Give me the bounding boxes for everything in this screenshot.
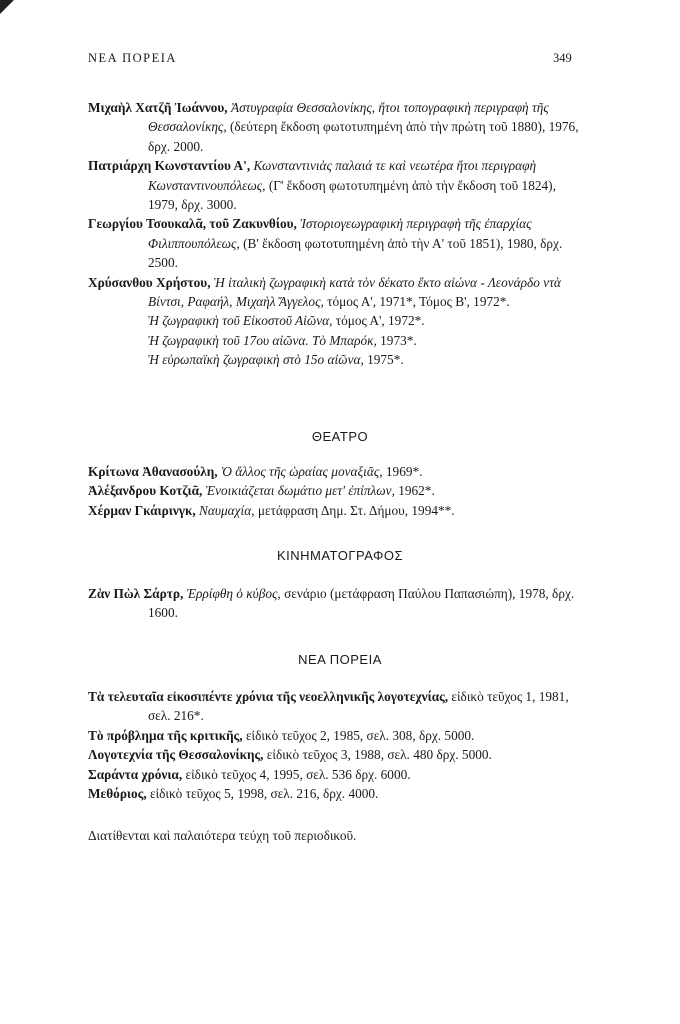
entry-title: Ἱστοριογεωγραφικὴ περιγραφὴ τῆς ἐπαρχίας Φιλιππουπόλεως, xyxy=(148,216,532,251)
bibliography-entry xyxy=(88,584,588,623)
entry-details: 1969*. xyxy=(382,464,423,479)
entry-title: Ἡ εὐρωπαϊκὴ ζωγραφικὴ στὸ 15ο αἰῶνα, xyxy=(148,352,364,368)
entry-details: εἰδικὸ τεῦχος 5, 1998, σελ. 216, δρχ. 4000. xyxy=(146,786,379,802)
entry-details: τόμος Α', 1972*. xyxy=(332,313,425,329)
entry-details: μετάφραση Δημ. Στ. Δήμου, 1994**. xyxy=(254,502,455,518)
entry-author: Ζὰν Πὼλ Σάρτρ, xyxy=(88,586,184,601)
bibliography-entry xyxy=(88,784,588,803)
running-head: ΝΕΑ ΠΟΡΕΙΑ xyxy=(88,51,177,65)
entry-title: Ναυμαχία, xyxy=(195,502,255,518)
bibliography-entry xyxy=(88,745,588,764)
entry-title: Κωνσταντινιὰς παλαιά τε καὶ νεωτέρα ἤτοι περιγραφὴ Κωνσταντινουπόλεως, xyxy=(148,158,537,193)
section-cinema xyxy=(88,584,588,623)
entry-details: 1973*. xyxy=(376,332,417,348)
entry-author: Τὰ τελευταῖα εἰκοσιπέντε χρόνια τῆς νεοελληνικῆς λογοτεχνίας, xyxy=(88,689,449,704)
bibliography-entry xyxy=(88,273,588,312)
bibliography-subentry xyxy=(88,350,588,369)
entry-details: εἰδικὸ τεῦχος 2, 1985, σελ. 308, δρχ. 5000. xyxy=(242,727,475,743)
entry-details: σενάριο (μετάφραση Παύλου Παπασιώπη), 1978, δρχ. 1600. xyxy=(148,586,575,621)
entry-author: Κρίτωνα Ἀθανασούλη, xyxy=(88,464,218,479)
entry-author: Μιχαὴλ Χατζῆ Ἰωάννου, xyxy=(88,100,228,115)
entry-author: Χρύσανθου Χρήστου, xyxy=(88,274,211,290)
scan-corner-mark xyxy=(0,0,14,14)
entry-author: Λογοτεχνία τῆς Θεσσαλονίκης, xyxy=(88,747,264,763)
page-number: 349 xyxy=(553,51,572,65)
entry-title: Ἡ ζωγραφικὴ τοῦ Εἰκοστοῦ Αἰῶνα, xyxy=(148,313,333,329)
section-heading-journal: ΝΕΑ ΠΟΡΕΙΑ xyxy=(298,652,382,667)
entry-details: (δεύτερη ἔκδοση φωτοτυπημένη ἀπὸ τὴν πρώτη τοῦ 1880), 1976, δρχ. 2000. xyxy=(148,119,579,154)
entry-details: (Γ' ἔκδοση φωτοτυπημένη ἀπὸ τὴν ἔκδοση τοῦ 1824), 1979, δρχ. 3000. xyxy=(148,177,556,213)
entry-title: Ἐνοικιάζεται δωμάτιο μετ' ἐπίπλων, xyxy=(202,483,395,499)
entry-author: Πατριάρχη Κωνσταντίου Α', xyxy=(88,158,251,174)
entry-title: Ἀστυγραφία Θεσσαλονίκης, ἤτοι τοπογραφικὴ περιγραφὴ τῆς Θεσσαλονίκης, xyxy=(148,100,549,135)
bibliography-entry xyxy=(88,765,588,784)
entry-author: Σαράντα χρόνια, xyxy=(88,766,183,782)
section-theatre xyxy=(88,462,588,520)
entry-author: Μεθόριος, xyxy=(88,786,147,802)
entry-author: Τὸ πρόβλημα τῆς κριτικῆς, xyxy=(88,727,243,743)
entry-details: εἰδικὸ τεῦχος 3, 1988, σελ. 480 δρχ. 5000. xyxy=(263,747,492,763)
entry-title: Ἐρρίφθη ὁ κύβος, xyxy=(183,586,281,601)
bibliography-entry xyxy=(88,481,588,500)
bibliography-subentry xyxy=(88,331,588,350)
entry-author: Χέρμαν Γκάιρινγκ, xyxy=(88,502,196,518)
section-heading-theatre: ΘΕΑΤΡΟ xyxy=(311,429,369,444)
entry-details: (Β' ἔκδοση φωτοτυπημένη ἀπὸ τὴν Α' τοῦ 1851), 1980, δρχ. 2500. xyxy=(148,235,563,271)
footer-note: Διατίθενται καὶ παλαιότερα τεύχη τοῦ περιοδικοῦ. xyxy=(88,828,357,843)
entry-details: εἰδικὸ τεῦχος 4, 1995, σελ. 536 δρχ. 6000. xyxy=(182,766,411,782)
entry-title: Ἡ ζωγραφικὴ τοῦ 17ου αἰῶνα. Τὸ Μπαρόκ, xyxy=(148,332,377,348)
entry-title: Ὁ ἄλλος τῆς ὡραίας μοναξιᾶς, xyxy=(217,464,383,479)
entry-details: 1962*. xyxy=(394,483,435,499)
bibliography-entry xyxy=(88,501,588,520)
section-heading-cinema: ΚΙΝΗΜΑΤΟΓΡΑΦΟΣ xyxy=(276,548,404,563)
entry-details: εἰδικὸ τεῦχος 1, 1981, σελ. 216*. xyxy=(148,689,569,724)
section-history xyxy=(88,98,588,370)
bibliography-subentry xyxy=(88,311,588,330)
section-journal xyxy=(88,687,588,803)
bibliography-entry xyxy=(88,98,588,156)
bibliography-entry xyxy=(88,462,588,481)
bibliography-entry xyxy=(88,214,588,272)
bibliography-entry xyxy=(88,726,588,745)
entry-title: Ἡ ἰταλικὴ ζωγραφικὴ κατὰ τὸν δέκατο ἕκτο αἰώνα - Λεονάρδο ντὰ Βίντσι, Ραφαήλ, Μιχαὴλ Ἄγγελος, xyxy=(148,274,561,310)
entry-author: Γεωργίου Τσουκαλᾶ, τοῦ Ζακυνθίου, xyxy=(88,216,297,232)
entry-details: τόμος Α', 1971*, Τόμος Β', 1972*. xyxy=(323,294,510,310)
bibliography-entry xyxy=(88,687,588,726)
entry-author: Ἀλέξανδρου Κοτζιᾶ, xyxy=(88,483,203,499)
entry-details: 1975*. xyxy=(363,352,404,368)
bibliography-entry xyxy=(88,156,588,214)
